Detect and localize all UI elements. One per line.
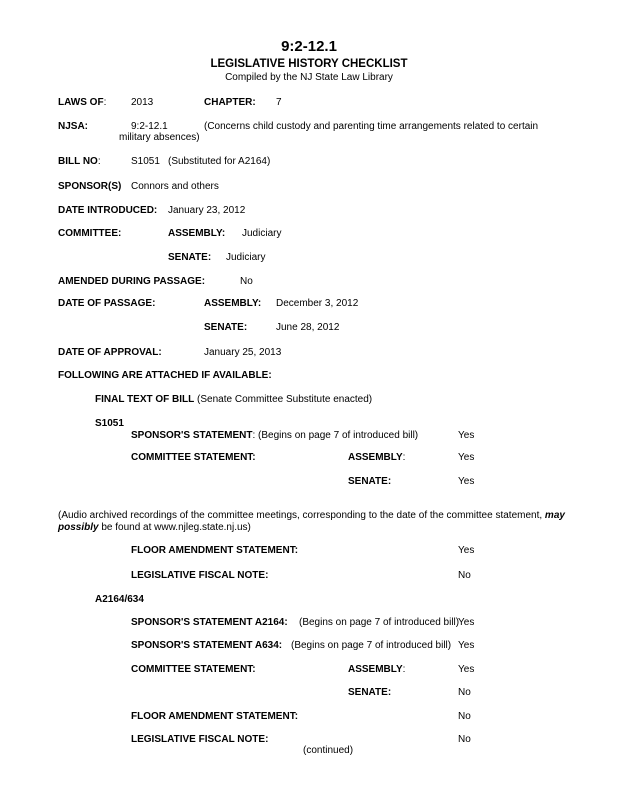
- amended-label: AMENDED DURING PASSAGE:: [58, 276, 206, 287]
- final-text-line: FINAL TEXT OF BILL (Senate Committee Substitute enacted): [95, 394, 373, 405]
- a2164-committee-label: COMMITTEE STATEMENT:: [131, 664, 256, 675]
- passage-assembly-value: December 3, 2012: [276, 298, 359, 309]
- passage-senate-value: June 28, 2012: [276, 322, 340, 333]
- laws-of-value: 2013: [131, 97, 154, 108]
- a2164-fiscal-value: No: [458, 734, 471, 745]
- laws-of-label: LAWS OF:: [58, 97, 107, 108]
- committee-assembly-value: Judiciary: [242, 228, 282, 239]
- s1051-fiscal-label: LEGISLATIVE FISCAL NOTE:: [131, 570, 269, 581]
- date-introduced-value: January 23, 2012: [168, 205, 246, 216]
- a2164-sponsor1-note: (Begins on page 7 of introduced bill): [299, 617, 460, 628]
- njsa-label: NJSA:: [58, 121, 89, 132]
- chapter-label: CHAPTER:: [204, 97, 256, 108]
- committee-senate-label: SENATE:: [168, 252, 212, 263]
- amended-value: No: [240, 276, 253, 287]
- a2164-senate-label: SENATE:: [348, 687, 392, 698]
- a2164-assembly-value: Yes: [458, 664, 475, 675]
- a2164-sponsor1-value: Yes: [458, 617, 475, 628]
- committee-label: COMMITTEE:: [58, 228, 122, 239]
- a2164-sponsor2-value: Yes: [458, 640, 475, 651]
- committee-assembly-label: ASSEMBLY:: [168, 228, 226, 239]
- a2164-assembly-label: ASSEMBLY:: [348, 664, 406, 675]
- s1051-floor-value: Yes: [458, 545, 475, 556]
- statute-title: 9:2-12.1: [281, 38, 337, 55]
- s1051-sponsor-statement: SPONSOR'S STATEMENT: (Begins on page 7 of introduced bill): [131, 430, 419, 441]
- s1051-assembly-value: Yes: [458, 452, 475, 463]
- s1051-senate-label: SENATE:: [348, 476, 392, 487]
- audio-note: (Audio archived recordings of the committee meetings, corresponding to the date of the committee statement, may possibly be found at www.njleg.state.nj.us): [58, 510, 565, 533]
- date-introduced-label: DATE INTRODUCED:: [58, 205, 158, 216]
- continued-note: (continued): [303, 745, 354, 756]
- a2164-sponsor2-label: SPONSOR'S STATEMENT A634:: [131, 640, 283, 651]
- compiled-by: Compiled by the NJ State Law Library: [225, 72, 393, 83]
- passage-assembly-label: ASSEMBLY:: [204, 298, 262, 309]
- njsa-description-cont: military absences): [119, 132, 200, 143]
- a2164-floor-value: No: [458, 711, 471, 722]
- s1051-heading: S1051: [95, 418, 124, 429]
- njsa-description: (Concerns child custody and parenting time arrangements related to certain: [204, 121, 539, 132]
- s1051-sponsor-value: Yes: [458, 430, 475, 441]
- approval-value: January 25, 2013: [204, 347, 282, 358]
- s1051-floor-label: FLOOR AMENDMENT STATEMENT:: [131, 545, 299, 556]
- committee-senate-value: Judiciary: [226, 252, 266, 263]
- s1051-assembly-label: ASSEMBLY:: [348, 452, 406, 463]
- chapter-value: 7: [276, 97, 282, 108]
- sponsors-value: Connors and others: [131, 181, 219, 192]
- a2164-sponsor1-label: SPONSOR'S STATEMENT A2164:: [131, 617, 288, 628]
- a2164-senate-value: No: [458, 687, 471, 698]
- njsa-value: 9:2-12.1: [131, 121, 168, 132]
- sponsors-label: SPONSOR(S): [58, 181, 122, 192]
- bill-no-label: BILL NO:: [58, 156, 101, 167]
- bill-no-value: S1051: [131, 156, 160, 167]
- s1051-fiscal-value: No: [458, 570, 471, 581]
- passage-label: DATE OF PASSAGE:: [58, 298, 156, 309]
- a2164-fiscal-label: LEGISLATIVE FISCAL NOTE:: [131, 734, 269, 745]
- attached-heading: FOLLOWING ARE ATTACHED IF AVAILABLE:: [58, 370, 272, 381]
- s1051-committee-label: COMMITTEE STATEMENT:: [131, 452, 256, 463]
- a2164-sponsor2-note: (Begins on page 7 of introduced bill): [291, 640, 452, 651]
- bill-no-note: (Substituted for A2164): [168, 156, 271, 167]
- passage-senate-label: SENATE:: [204, 322, 248, 333]
- a2164-floor-label: FLOOR AMENDMENT STATEMENT:: [131, 711, 299, 722]
- a2164-heading: A2164/634: [95, 594, 144, 605]
- approval-label: DATE OF APPROVAL:: [58, 347, 162, 358]
- s1051-senate-value: Yes: [458, 476, 475, 487]
- checklist-title: LEGISLATIVE HISTORY CHECKLIST: [210, 58, 408, 70]
